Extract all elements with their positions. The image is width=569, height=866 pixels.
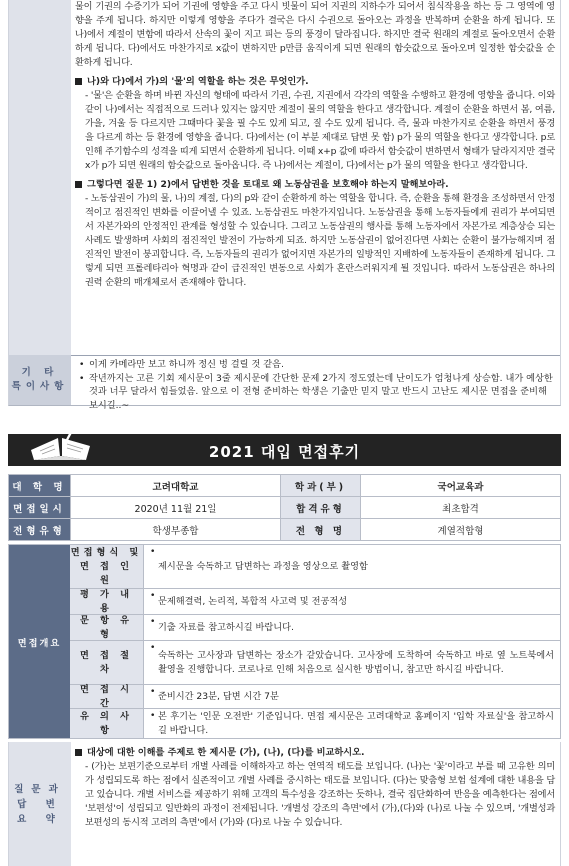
- bullet-icon: •: [79, 372, 85, 384]
- page-title: 2021 대입 면접후기: [208, 443, 361, 461]
- date-value: 2020년 11월 21일: [71, 497, 281, 519]
- bullet-icon: •: [150, 710, 156, 721]
- divider: [71, 355, 560, 356]
- overview-value: [144, 709, 560, 738]
- major-label: 학과(부): [281, 475, 361, 497]
- bullet-icon: •: [150, 546, 156, 557]
- table-row: [9, 475, 561, 497]
- table-row: [9, 519, 561, 541]
- review-title-banner: [8, 434, 561, 466]
- overview-key: 면 접 시 간: [70, 685, 144, 708]
- overview-key: 평 가 내 용: [70, 589, 144, 614]
- question-2-text: 나)와 다)에서 가)의 '물'의 역할을 하는 것은 무엇인가.: [87, 76, 309, 87]
- overview-value-text: 숙독하는 고사장과 답변하는 장소가 같았습니다. 고사장에 도착하여 숙독하고 바로 옆 노트북에서 촬영을 진행합니다. 코로나로 인해 처음으로 실시한 방법이니, 참고만 하시길 바랍니다.: [158, 650, 554, 675]
- etc-note-text: 작년까지는 고른 기회 제시문이 3줄 제시문에 간단한 문제 2가지 정도였는데 난이도가 엄청나게 상승함. 내가 예상한 것과 너무 달라서 힘들었음. 앞으로 이 전형 준비하는 학생은 기출만 믿지 말고 반드시 고난도 제시문 면접을 준비해보시길..~: [89, 372, 553, 411]
- overview-key: 면접형식 및 면 접 인 원: [70, 545, 144, 588]
- answer-1-text: - (가)는 보편기준으로부터 개별 사례를 이해하자고 하는 연역적 태도를 보입니다. (나)는 '꽃'이라고 부를 때 고유한 의미가 성립되도록 하는 점에서 실존적이고 개별 사례를 중시하는 태도를 보입니다. (다)는 맞춤형 보험 설계에 대한 내용을 담고 있습니다. 개별 서비스를 제공하기 위해 고객의 특수성을 강조하는 듯하나, 결국 집단화하여 반응을 예측한다는 점에서 '보편성'이 성립되고 일반화의 과정이 전제됩니다. '개별성 강조의 측면'에서 (가),(다)와 (나)로 나눌 수 있으며, '개별성과 보편성의 동시적 고려의 측면'에서 (가)와 (다)로 나눌 수 있습니다.: [85, 761, 555, 828]
- etc-notes-list: [79, 358, 555, 412]
- overview-value: [144, 589, 560, 614]
- qa-body: [75, 744, 555, 830]
- question-1: [75, 746, 555, 760]
- major-value: 국어교육과: [361, 475, 561, 497]
- table-row: [70, 589, 560, 615]
- overview-key: 면 접 절 차: [70, 641, 144, 684]
- list-item: [79, 358, 555, 372]
- overview-key: 유 의 사 항: [70, 709, 144, 738]
- univ-label: 대 학 명: [9, 475, 71, 497]
- table-row: [70, 615, 560, 641]
- qa-label-cell: [9, 742, 71, 866]
- overview-value: [144, 685, 560, 708]
- bullet-icon: •: [150, 616, 156, 627]
- etc-notes-label-cell: [9, 355, 71, 405]
- question-3: [75, 178, 555, 192]
- bullet-icon: •: [150, 590, 156, 601]
- interview-info-table: [8, 474, 561, 541]
- track-value: 학생부종합: [71, 519, 281, 541]
- admission-value: 계열적합형: [361, 519, 561, 541]
- table-row: [9, 497, 561, 519]
- etc-notes-label: 기 타 특이사항: [11, 367, 69, 392]
- previous-review-section: [8, 0, 561, 411]
- table-row: [70, 545, 560, 589]
- result-label: 합격유형: [281, 497, 361, 519]
- result-value: 최초합격: [361, 497, 561, 519]
- overview-value-text: 문제해결력, 논리적, 복합적 사고력 및 전공적성: [158, 595, 348, 607]
- track-label: 전형유형: [9, 519, 71, 541]
- qa-label: 질문과 답 변 요 약: [14, 783, 66, 825]
- section-side-column: [9, 0, 71, 405]
- previous-answers-body: [75, 0, 555, 290]
- question-answer-section: [8, 742, 561, 866]
- date-label: 면접일시: [9, 497, 71, 519]
- square-bullet-icon: [75, 749, 82, 756]
- overview-value: [144, 545, 560, 588]
- table-row: [70, 709, 560, 738]
- table-row: [70, 685, 560, 709]
- bullet-icon: •: [150, 686, 156, 697]
- interview-overview: [8, 544, 561, 739]
- square-bullet-icon: [75, 78, 82, 85]
- answer-2-text: - '물'은 순환을 하며 바뀐 자신의 형태에 따라서 기권, 수권, 지권에서 각각의 역할을 수행하고 환경에 영향을 줍니다. 이와같이 나)에서는 직접적으로 드러나 있지는 않지만 계절이 물의 역할을 한다고 생각합니다. 계절이 순환을 하면서 봄, 여름, 가을, 겨울 등 다르지만 그때마다 꽃을 필 수도 있게 되고, 질 수도 있게 됩니다. 즉, 물과 마찬가지로 순환을 하면서 풍경을 다르게 하는 등 환경에 영향을 줍니다. 다)에서는 (이 부분 제대로 답변 못 함) p가 물의 역할을 한다고 생각합니다. p로 인해 주기함수의 성격을 띠게 되면서 순환하게 됩니다. 이때 x+p 값에 따라서 함숫값이 변하면서 형태가 달라지지만 결국 x가 p가 되면 원래의 함숫값으로 돌아옵니다. 즉 나)에서는 계절이, 다)에서는 p가 물의 역할을 한다고 생각합니다.: [85, 90, 555, 171]
- univ-value: 고려대학교: [71, 475, 281, 497]
- square-bullet-icon: [75, 181, 82, 188]
- admission-label: 전 형 명: [281, 519, 361, 541]
- bullet-icon: •: [150, 642, 156, 653]
- overview-label: 면접개요: [9, 545, 70, 738]
- answer-3-text: - 노동삼권이 가)의 물, 나)의 계절, 다)의 p와 같이 순환하게 하는 역할을 합니다. 즉, 순환을 통해 환경을 조성하면서 안정적이고 점진적인 변화를 이끌어낼 수 있죠. 노동삼권도 마찬가지입니다. 노동삼권을 통해 노동자들에게 권리가 부여되면서 자본가와의 안정적인 관계를 형성할 수 있습니다. 그리고 노동삼권의 행사를 통해 노동자에서 자본가로 계층상승 되는 사례도 발생하며 사회의 점진적인 발전이 가능하게 되죠. 하지만 노동삼권이 없어진다면 사회는 순환이 불가능해지며 점진적인 발전이 붕괴합니다. 즉, 노동자들의 권리가 없어지면 자본가의 일방적인 지배하에 노동자들이 존재하게 됩니다. 그렇게 되면 프롤레타리아 혁명과 같이 급진적인 변동으로 사회가 혼란스러워지게 될 것입니다. 따라서 노동삼권은 하나의 권력 순환의 매개체로서 존재해야 합니다.: [85, 193, 555, 288]
- overview-value-text: 제시문을 숙독하고 답변하는 과정을 영상으로 촬영함: [158, 560, 368, 572]
- overview-value-text: 준비시간 23분, 답변 시간 7분: [158, 690, 279, 702]
- overview-value: [144, 615, 560, 640]
- list-item: [79, 372, 555, 413]
- overview-value-text: 본 후기는 '인문 오전반' 기준입니다. 면접 제시문은 고려대학교 홈페이지 '입학 자료실'을 참고하시길 바랍니다.: [158, 711, 554, 736]
- question-1-text: 대상에 대한 이해를 주제로 한 제시문 (가), (나), (다)를 비교하시오.: [87, 747, 365, 758]
- bullet-icon: •: [79, 359, 85, 370]
- overview-value: [144, 641, 560, 684]
- etc-note-text: 이게 카메라만 보고 하니까 정신 벙 걸릴 것 같음.: [89, 359, 284, 370]
- question-2: [75, 75, 555, 89]
- overview-value-text: 기출 자료를 참고하시길 바랍니다.: [158, 621, 294, 633]
- question-3-text: 그렇다면 질문 1) 2)에서 답변한 것을 토대로 왜 노동삼권을 보호해야 하는지 말해보아라.: [87, 179, 449, 190]
- overview-key: 문 항 유 형: [70, 615, 144, 640]
- intro-answer-text: 물이 기권의 수증기가 되어 기권에 영향을 주고 다시 빗물이 되어 지권의 지하수가 되어서 침식작용을 하는 등 그 영역에 영향을 주게 됩니다. 하지만 이렇게 영향을 주다가 결국은 다시 수권으로 돌아오는 과정을 반복하며 순환을 하게 됩니다. 또 나)에서 계절이 변함에 따라서 산속의 꽃이 지고 피는 등의 풍경이 달라집니다. 하지만 결국 원래의 계절로 돌아오면서 순환하게 됩니다. 다)에서도 마찬가지로 x값이 변하지만 p만큼 움직이게 되면 원래의 함숫값으로 돌아오며 일정한 함숫값을 순환하게 됩니다.: [75, 1, 555, 68]
- table-row: [70, 641, 560, 685]
